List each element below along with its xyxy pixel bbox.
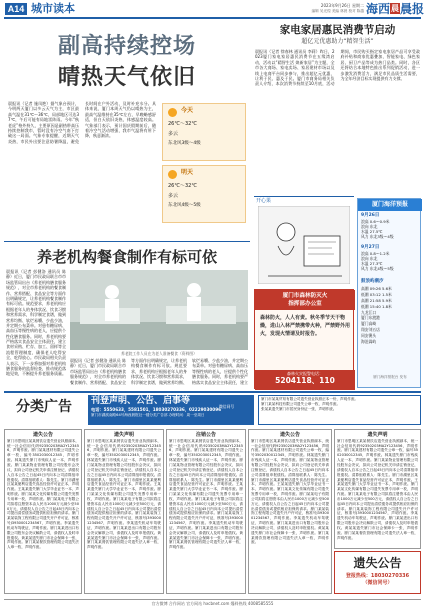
logo-seal: 晨 — [391, 3, 400, 13]
sun-icon — [168, 108, 177, 117]
header-rule — [4, 17, 421, 19]
logo-text-a: 海西 — [366, 2, 391, 16]
comic-title: 开心果 — [256, 198, 272, 204]
kitchen-photo-illustration — [70, 270, 248, 350]
classified-title: 分类广告 — [16, 398, 72, 414]
fire-ad-title — [255, 290, 355, 310]
classified-col-5 — [334, 429, 421, 549]
elderly-photo-caption: 养老院工作人员在为老人准备餐食（资料图） — [121, 351, 197, 356]
elderly-body-cols: 晨报讯（记者 彭健洛 通讯员 陈静）近日，厦门市民政局联合市市场监管局出台《养老机构膳食服务规范》，对全市养老机构的餐食制作、营养搭配、食品安全等方面作出明确规定，让养老机构餐食制作有标可依。规范要求，养老机构应根据老年人的身体状况、饮食习惯和营养需求，科学制定食谱，做到营养均衡、软烂易嚼、少盐少油，并定期公布菜单。对患有糖尿病、高血压等慢性病的老人，应提供个性化膳食服务。同时，养老机构要严格落实食品安全主体责任，建立 — [70, 358, 248, 385]
classified-top-notices — [258, 395, 421, 425]
fire-hotline-label: 森林火灾报警电话： — [287, 371, 323, 376]
top-notice: 厦门某某科技有限公司遗失公章一枚，声明作废。 — [261, 401, 341, 406]
ocean-rows-2 — [361, 251, 419, 272]
elderly-headline: 养老机构餐食制作有标可依 — [36, 249, 217, 266]
ocean-forecast — [357, 198, 421, 388]
col-heading: 注销公告 — [195, 432, 216, 438]
fire-ad-title-line2: 指挥部办公室 — [288, 301, 322, 308]
col-heading: 遗失公告 — [32, 432, 53, 438]
fire-hotline-bar — [255, 370, 355, 390]
banner-title: 刊登声明、公告、启事等 — [91, 396, 191, 406]
col-heading: 遗失声明 — [367, 432, 388, 438]
ocean-rows-1 — [361, 219, 419, 240]
col-body: 厦门市思明区某某餐饮店遗失营业执照副本，统一社会信用代码92350203MA2Y123456，声明作废。厦门某某建材有限公司遗失公章一枚，编号3502030012345，声明作废。林某遗失厦门市残疾人证一本，声明作废。厦门某某物业管理有限公司经股东会决议，拟向公司登记机关申请注销登记，请债权人自本公告之日起45日内向本公司清算组申报债权。清算组联系人：陈先生。厦门市湖里区某某便利店遗失食品经营许可证正本，声明作废。王某某遗失厦门大学毕业证书一本，声明作废。厦门某某文化传媒有限公司遗失发票专用章一枚，声明作废。厦门某某电子有限公司拟将注册资本由人民币1000万元减少至500万元，请债权人自公告之日起45日内向本公司提出清偿债务或提供相应担保的请求。厦门某某装饰工程有限公司遗失开户许可证，核准号J3930001234567，声明作废。李某遗失机动车驾驶证，声明作废。厦门某某进出口有限公司股东会决议解散公司，请债权人及时申报债权。黄某某遗失厦门市社会保障卡一张，声明作废。厦门某某餐饮管理有限公司遗失法人章一枚，声明作废。 — [251, 438, 329, 545]
ocean-date-2: 9月27日 — [361, 245, 380, 250]
comic-illustration — [258, 206, 350, 284]
fire-prevention-ad — [254, 289, 354, 389]
ocean-row: 风力 东北4级～5级 — [361, 266, 394, 272]
heat-headline-2: 晴热天气依旧 — [57, 64, 196, 89]
ocean-title: 厦门海洋预报 — [358, 199, 422, 211]
tide-title: 鼓浪屿潮汐 — [361, 279, 384, 284]
section-name: 城市读本 — [31, 3, 75, 15]
page-number-badge: A14 — [5, 3, 27, 15]
tomorrow-temp: 26℃～32℃ — [168, 183, 197, 189]
tide-row: 高潮 21:58 5.9米 — [361, 297, 392, 303]
tide-row: 低潮 15:40 1.8米 — [361, 303, 392, 309]
classified-col-2 — [84, 429, 164, 594]
ocean-row: 浪高 0.8～1.2米 — [361, 251, 390, 256]
tide-row: 九龙江口 — [361, 309, 377, 315]
today-wind: 东北风3级～4级 — [168, 141, 201, 146]
ocean-row: 水温 27.3℃ — [361, 261, 383, 267]
today-label: 今天 — [181, 107, 194, 114]
tide-row: 翔安刘五店 — [361, 327, 380, 333]
header-date: 2023年9月26日 星期二 — [320, 3, 364, 8]
heat-story — [4, 21, 250, 239]
logo-text-b: 晨报 — [400, 2, 425, 16]
col-heading: 遗失声明 — [113, 432, 134, 438]
col-body: 厦门市思明区某某餐饮店遗失营业执照副本，统一社会信用代码92350203MA2Y123456，声明作废。厦门某某建材有限公司遗失公章一枚，编号3502030012345，声明作废。林某遗失厦门市残疾人证一本，声明作废。厦门某某物业管理有限公司经股东会决议，拟向公司登记机关申请注销登记，请债权人自本公告之日起45日内向本公司清算组申报债权。清算组联系人：陈先生。厦门市湖里区某某便利店遗失食品经营许可证正本，声明作废。王某某遗失厦门大学毕业证书一本，声明作废。厦门某某文化传媒有限公司遗失发票专用章一枚，声明作废。厦门某某电子有限公司拟将注册资本由人民币1000万元减少至500万元，请债权人自公告之日起45日内向本公司提出清偿债务或提供相应担保的请求。厦门某某装饰工程有限公司遗失开户许可证，核准号J3930001234567，声明作废。李某遗失机动车驾驶证，声明作废。厦门某某进出口有限公司股东会决议解散公司，请债权人及时申报债权。黄某某遗失厦门市社会保障卡一张，声明作废。厦门某某餐饮管理有限公司遗失法人章一枚，声明作废。 — [7, 438, 79, 550]
classified-promo — [334, 551, 421, 594]
classified-section — [4, 391, 421, 596]
tide-row: 厦门东渡港 — [361, 315, 380, 321]
fire-ad-body: 森林防火，人人有责。秋冬季节天干物燥，进山入林严禁携带火种，严禁野外用火，发现火情请及时报告。 — [260, 315, 351, 337]
header-editors: 编辑 吴光煌 美编 林晨 校对 陈越 — [311, 9, 364, 13]
elderly-body-col1: 晨报讯（记者 彭健洛 通讯员 陈静）近日，厦门市民政局联合市市场监管局出台《养老机构膳食服务规范》，对全市养老机构的餐食制作、营养搭配、食品安全等方面作出明确规定，让养老机构餐食制作有标可依。规范要求，养老机构应根据老年人的身体状况、饮食习惯和营养需求，科学制定食谱，做到营养均衡、软烂易嚼、少盐少油，并定期公布菜单。对患有糖尿病、高血压等慢性病的老人，应提供个性化膳食服务。同时，养老机构要严格落实食品安全主体责任，建立食材采购、贮存、加工、留样等全流程管理制度，确保老人吃得安全、吃得放心。市民政局相关负责人表示，下一步将加强对养老机构膳食服务的监督检查，推动规范落地见效，不断提升养老服务质量。 — [6, 269, 66, 377]
ocean-row: 水温 27.5℃ — [361, 229, 383, 235]
today-weather: 多云 — [168, 131, 179, 137]
newspaper-logo — [366, 1, 425, 17]
fire-ad-title-line1: 厦门市森林防灭火 — [282, 293, 328, 299]
classified-col-3 — [166, 429, 246, 594]
sun-icon — [168, 170, 177, 179]
col-body: 厦门市思明区某某餐饮店遗失营业执照副本，统一社会信用代码92350203MA2Y123456，声明作废。厦门某某建材有限公司遗失公章一枚，编号3502030012345，声明作废。林某遗失厦门市残疾人证一本，声明作废。厦门某某物业管理有限公司经股东会决议，拟向公司登记机关申请注销登记，请债权人自本公告之日起45日内向本公司清算组申报债权。清算组联系人：陈先生。厦门市湖里区某某便利店遗失食品经营许可证正本，声明作废。王某某遗失厦门大学毕业证书一本，声明作废。厦门某某文化传媒有限公司遗失发票专用章一枚，声明作废。厦门某某电子有限公司拟将注册资本由人民币1000万元减少至500万元，请债权人自公告之日起45日内向本公司提出清偿债务或提供相应担保的请求。厦门某某装饰工程有限公司遗失开户许可证，核准号J3930001234567，声明作废。李某遗失机动车驾驶证，声明作废。厦门某某进出口有限公司股东会决议解散公司，请债权人及时申报债权。黄某某遗失厦门市社会保障卡一张，声明作废。厦门某某餐饮管理有限公司遗失法人章一枚，声明作废。 — [87, 438, 161, 550]
promo-title: 遗失公告 — [353, 556, 402, 570]
classified-banner — [88, 395, 254, 425]
elderly-story — [4, 241, 250, 389]
footer-rule — [4, 599, 421, 600]
tide-row: 低潮 03:12 1.5米 — [361, 291, 392, 297]
weather-card-tomorrow — [162, 165, 246, 223]
ocean-row: 风力 东北3级～4级 — [361, 234, 394, 240]
fire-hotline-number: 5204118、110 — [275, 376, 335, 386]
banner-phones: 电话：5550633，5581501，18030270336，02229030096 — [91, 407, 222, 413]
tide-list — [361, 286, 419, 345]
classified-col-1 — [4, 429, 82, 594]
comic-panel — [254, 196, 354, 286]
home-story — [254, 21, 421, 195]
classified-wechat: 微信同号 — [219, 404, 235, 409]
elderly-photo — [70, 270, 248, 350]
ocean-source: 厦门海洋预报台 发布 — [373, 375, 407, 379]
tomorrow-weather: 多云 — [168, 193, 179, 199]
home-headline: 家电家居惠民消费节启动 — [279, 24, 396, 36]
banner-address: 厦门市湖滨南路64号海西晨报社一楼分类广告部 办理时间：周一至周日 — [91, 412, 205, 417]
promo-phone: 登报热线：18030270336 — [345, 573, 410, 580]
promo-wechat: （微信同号） — [362, 579, 393, 586]
weather-card-today — [162, 103, 246, 161]
home-subheadline: 超亿元优惠助力“精智生活” — [301, 38, 374, 45]
home-body: 晨报讯（记者 徐春林 通讯员 李莉）昨日，2023厦门家电家居惠民消费节在五缘湾启动，活动以“精智生活 焕新家居”为主题，全市各大商场、家电卖场、家居建材市场以及线上电商平台同步参与，推出超亿元优惠，让利于民、惠及于民。厦门市商务局相关负责人介绍，本次消费节持续至10月底，活动期间，市民购买指定家电家居产品可享受政府补贴和商家优惠叠加，智能家电、绿色家居、厨卫产品等成为热门品类。同时，各区还将结合本地特色推出系列促销活动，进一步激发消费活力，满足市民品质生活需要，为全年经济目标实现提供有力支撑。 — [255, 49, 420, 87]
heat-body: 晨报讯（记者 施凤艳）据气象台预计，今明两天厦门以多云天气为主，市区最高气温在31℃～36℃，局部地区可达37℃，午后可能有局地雷阵雨。今年“秋老虎”格外持久，主要原因是副热带高压持续控制我市，暂时没有冷空气南下打破这一局面。气象专家提醒，近期天气炎热，市民外出要注意防暑降温，避免长时间在户外活动，及时补充水分。具体来说，厦门本周天气仍以晴热为主，最高气温维持在35℃左右，早晚略感舒适，但白天依旧炎热，体感温度较高。气象部门表示，预计国庆假期前后，随着冷空气活动增强，我市气温将有所下降，秋意渐浓。 — [8, 101, 156, 144]
classified-col-4 — [248, 429, 332, 594]
col-body: 厦门市思明区某某餐饮店遗失营业执照副本，统一社会信用代码92350203MA2Y123456，声明作废。厦门某某建材有限公司遗失公章一枚，编号3502030012345，声明作废。林某遗失厦门市残疾人证一本，声明作废。厦门某某物业管理有限公司经股东会决议，拟向公司登记机关申请注销登记，请债权人自本公告之日起45日内向本公司清算组申报债权。清算组联系人：陈先生。厦门市湖里区某某便利店遗失食品经营许可证正本，声明作废。王某某遗失厦门大学毕业证书一本，声明作废。厦门某某文化传媒有限公司遗失发票专用章一枚，声明作废。厦门某某电子有限公司拟将注册资本由人民币1000万元减少至500万元，请债权人自公告之日起45日内向本公司提出清偿债务或提供相应担保的请求。厦门某某装饰工程有限公司遗失开户许可证，核准号J3930001234567，声明作废。李某遗失机动车驾驶证，声明作废。厦门某某进出口有限公司股东会决议解散公司，请债权人及时申报债权。黄某某遗失厦门市社会保障卡一张，声明作废。厦门某某餐饮管理有限公司遗失法人章一枚，声明作废。 — [169, 438, 243, 550]
ocean-row: 浪向 东北 — [361, 224, 378, 230]
tomorrow-label: 明天 — [181, 169, 194, 176]
tomorrow-wind: 东北风4级～5级 — [168, 203, 201, 208]
ocean-row: 浪高 0.6～0.9米 — [361, 219, 390, 224]
col-heading: 遗失公告 — [279, 432, 300, 438]
ocean-date-1: 9月26日 — [361, 213, 380, 218]
today-temp: 26℃～32℃ — [168, 121, 197, 127]
tide-row: 厦门高崎 — [361, 321, 377, 327]
top-notice: 厦门市某某贸易有限公司遗失营业执照正本一份，声明作废。 — [261, 397, 359, 401]
footer-text: 官方微博 合作网站 官方网站 hxcbnet.com 爆料热线 4008585555 — [151, 601, 274, 606]
tide-row: 高潮 09:26 5.6米 — [361, 286, 392, 291]
ocean-row: 浪向 东北 — [361, 256, 378, 262]
tide-row: 海沧嵩屿 — [361, 338, 377, 344]
col-body: 厦门市思明区某某餐饮店遗失营业执照副本，统一社会信用代码92350203MA2Y123456，声明作废。厦门某某建材有限公司遗失公章一枚，编号3502030012345，声明作废。林某遗失厦门市残疾人证一本，声明作废。厦门某某物业管理有限公司经股东会决议，拟向公司登记机关申请注销登记，请债权人自本公告之日起45日内向本公司清算组申报债权。清算组联系人：陈先生。厦门市湖里区某某便利店遗失食品经营许可证正本，声明作废。王某某遗失厦门大学毕业证书一本，声明作废。厦门某某文化传媒有限公司遗失发票专用章一枚，声明作废。厦门某某电子有限公司拟将注册资本由人民币1000万元减少至500万元，请债权人自公告之日起45日内向本公司提出清偿债务或提供相应担保的请求。厦门某某装饰工程有限公司遗失开户许可证，核准号J3930001234567，声明作废。李某遗失机动车驾驶证，声明作废。厦门某某进出口有限公司股东会决议解散公司，请债权人及时申报债权。黄某某遗失厦门市社会保障卡一张，声明作废。厦门某某餐饮管理有限公司遗失法人章一枚，声明作废。 — [337, 438, 418, 540]
tide-row: 同安澳头 — [361, 333, 377, 338]
heat-headline-1: 副高持续控场 — [57, 33, 196, 58]
top-notice: 张某某遗失厦门市居民身份证一张，声明作废。 — [261, 406, 337, 411]
